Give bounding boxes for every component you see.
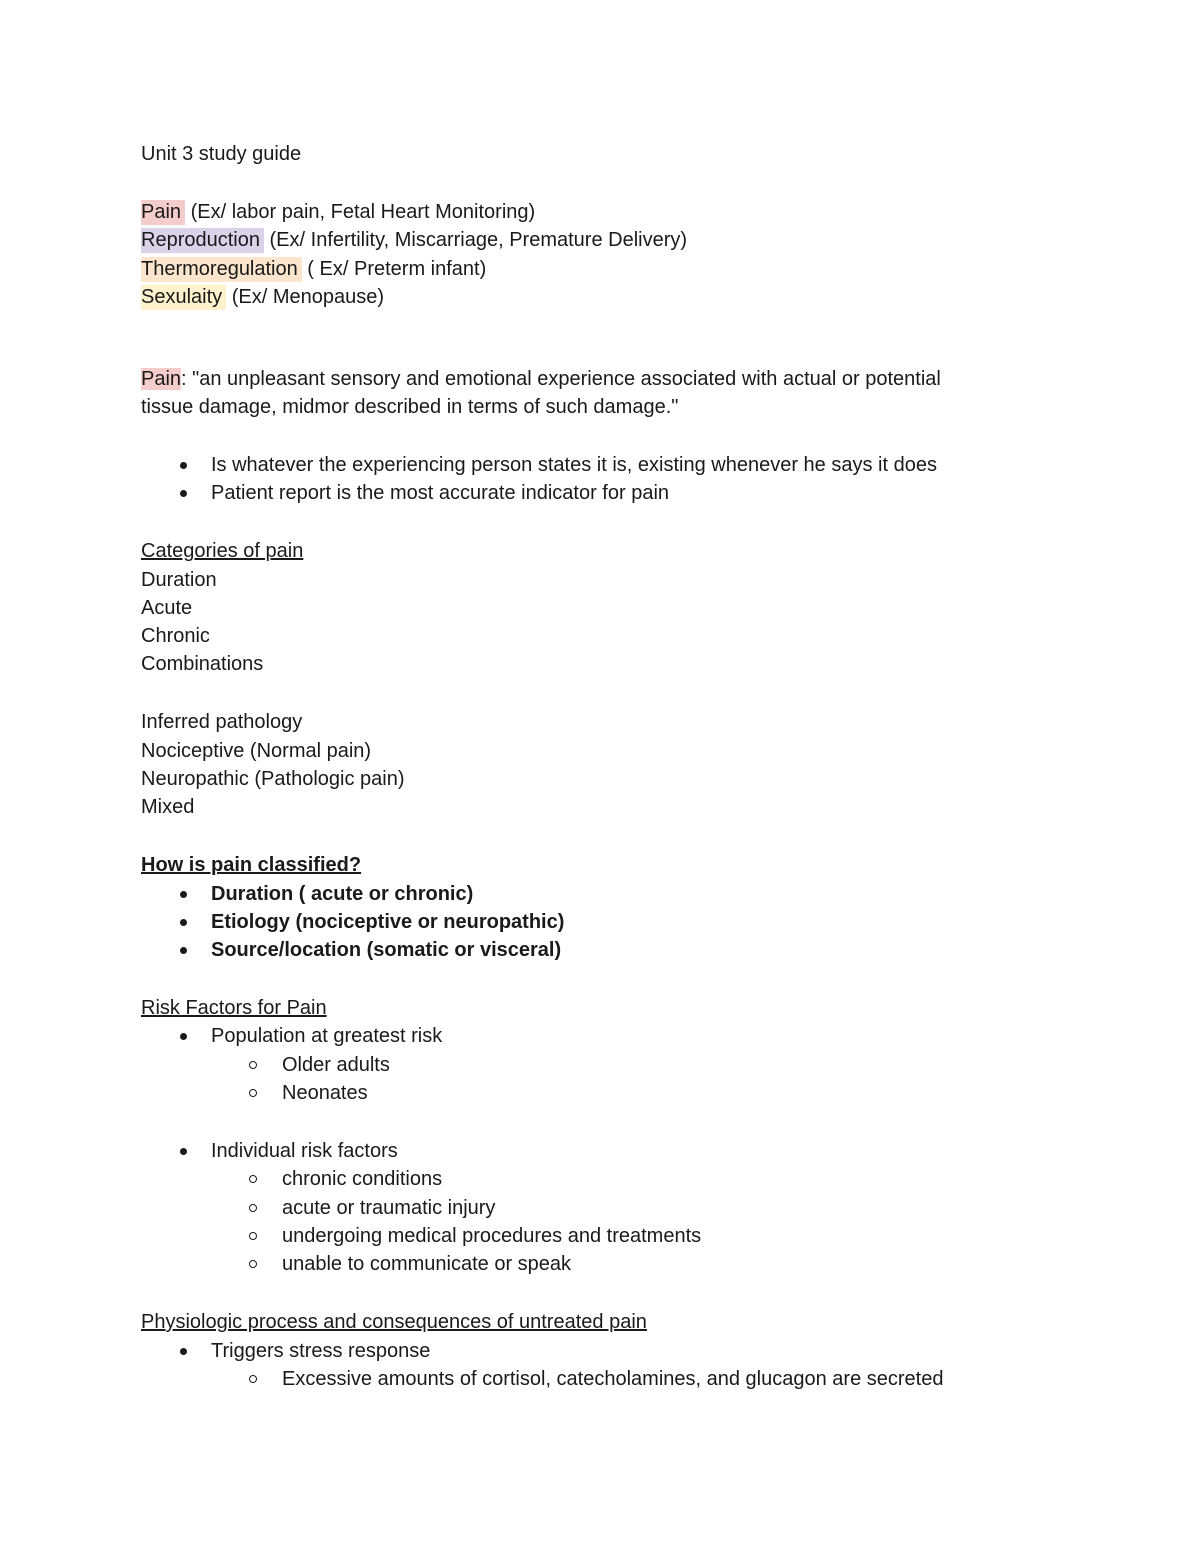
bullet-icon [180,919,187,926]
topic-thermoregulation [141,255,1041,283]
category-line: Chronic [141,625,210,648]
bullet-icon [180,947,187,954]
topic-reproduction [141,226,1041,254]
bullet-icon [180,891,187,898]
topic-term: Thermoregulation [141,257,302,282]
topic-desc: ( Ex/ Preterm infant) [301,257,487,280]
topic-term: Pain [141,200,185,225]
circle-bullet-icon [249,1232,257,1240]
definition-text: : "an unpleasant sensory and emotional experience associated with actual or potential [181,367,941,390]
category-line: Duration [141,568,217,591]
topic-term: Reproduction [141,228,264,253]
category-line: Nociceptive (Normal pain) [141,739,372,762]
category-line: Acute [141,596,193,619]
circle-bullet-icon [249,1375,257,1383]
bullet-icon [180,1033,187,1040]
bullet-icon [180,490,187,497]
sub-list-item: Neonates [141,1079,1041,1107]
categories-heading: Categories of pain [141,540,304,563]
list-item: Triggers stress response [141,1337,1041,1365]
classified-heading: How is pain classified? [141,854,362,877]
topic-desc: (Ex/ Infertility, Miscarriage, Premature Delivery) [263,229,688,252]
sub-list-item: acute or traumatic injury [141,1194,1041,1222]
definition-line-1 [141,365,1041,393]
list-item: Etiology (nociceptive or neuropathic) [141,908,1041,936]
sub-list-item: unable to communicate or speak [141,1250,1041,1278]
bullet-icon [180,1348,187,1355]
sub-list-item: Older adults [141,1051,1041,1079]
topic-desc: (Ex/ Menopause) [226,285,385,308]
list-item: Source/location (somatic or visceral) [141,936,1041,964]
list-item: Population at greatest risk [141,1022,1041,1050]
circle-bullet-icon [249,1204,257,1212]
topic-desc: (Ex/ labor pain, Fetal Heart Monitoring) [185,200,536,223]
document-title: Unit 3 study guide [141,143,302,165]
category-line: Inferred pathology [141,711,303,734]
category-line: Mixed [141,796,195,819]
circle-bullet-icon [249,1175,257,1183]
topic-term: Sexulaity [141,285,226,310]
topic-sexuality [141,283,1041,311]
definition-line-2: tissue damage, midmor described in terms of such damage." [141,395,679,418]
risk-heading: Risk Factors for Pain [141,997,327,1020]
circle-bullet-icon [249,1260,257,1268]
category-line: Combinations [141,653,264,676]
list-item: Patient report is the most accurate indicator for pain [141,479,1041,507]
list-item: Duration ( acute or chronic) [141,880,1041,908]
document-body [141,140,1041,1393]
list-item: Is whatever the experiencing person states it is, existing whenever he says it does [141,451,1041,479]
physio-heading: Physiologic process and consequences of untreated pain [141,1311,647,1334]
sub-list-item: chronic conditions [141,1165,1041,1193]
circle-bullet-icon [249,1089,257,1097]
category-line: Neuropathic (Pathologic pain) [141,768,405,790]
topic-pain [141,198,1041,226]
list-item: Individual risk factors [141,1137,1041,1165]
definition-term: Pain [141,367,182,390]
bullet-icon [180,462,187,469]
sub-list-item: Excessive amounts of cortisol, catecholamines, and glucagon are secreted [141,1365,1041,1393]
sub-list-item: undergoing medical procedures and treatments [141,1222,1041,1250]
bullet-icon [180,1148,187,1155]
circle-bullet-icon [249,1061,257,1069]
